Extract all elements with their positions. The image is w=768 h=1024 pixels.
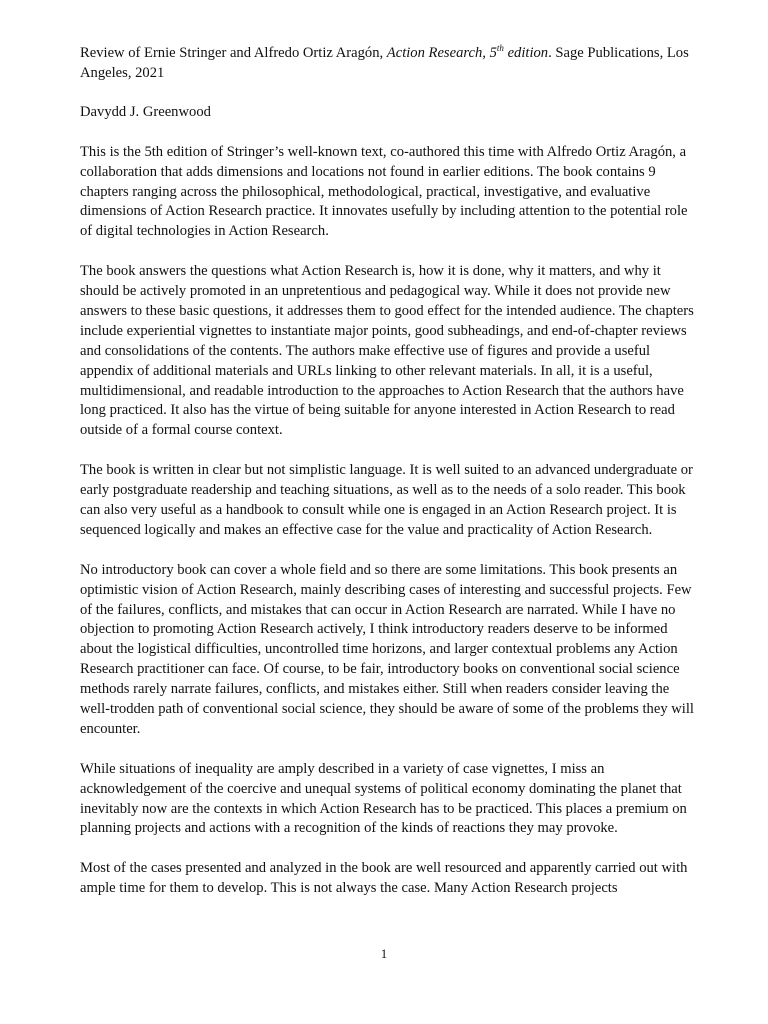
title-prefix: Review of Ernie Stringer and Alfredo Ortiz Aragón, (80, 45, 387, 61)
body-paragraph: While situations of inequality are amply described in a variety of case vignettes, I miss an acknowledgement of the coercive and unequal systems of political economy dominating the planet that inevitably now are the contexts in which Action Research has to be practiced. This places a premium on planning projects and actions with a recognition of the kinds of reactions they may provoke. (80, 760, 687, 837)
document-page (80, 44, 694, 919)
book-title: Action Research, 5th edition (386, 43, 549, 61)
body-paragraph: This is the 5th edition of Stringer’s well-known text, co-authored this time with Alfredo Ortiz Aragón, a collaboration that adds dimensions and locations not found in earlier editions. The book contains 9 chapters ranging across the philosophical, methodological, practical, investigative, and evaluative dimensions of Action Research practice. It innovates usefully by including attention to the potential role of digital technologies in Action Research. (80, 143, 688, 240)
body-paragraph: The book answers the questions what Action Research is, how it is done, why it matters, and why it should be actively promoted in an unpretentious and pedagogical way. While it does not provide new answers to these basic questions, it addresses them to good effect for the intended audience. The chapters include experiential vignettes to instantiate major points, good subheadings, and end-of-chapter reviews and consolidations of the contents. The authors make effective use of figures and provide a useful appendix of additional materials and URLs linking to other relevant materials. In all, it is a useful, multidimensional, and readable introduction to the approaches to Action Research that the authors have long practiced. It also has the virtue of being suitable for anyone interested in Action Research to read outside of a formal course context. (80, 263, 694, 439)
body-paragraph: The book is written in clear but not simplistic language. It is well suited to an advanced undergraduate or early postgraduate readership and teaching situations, as well as to the needs of a solo reader. This book can also very useful as a handbook to consult while one is engaged in an Action Research project. It is sequenced logically and makes an effective case for the value and practicality of Action Research. (80, 462, 693, 538)
review-title (80, 44, 694, 84)
title-suffix: . Sage Publications, Los Angeles, 2021 (80, 45, 689, 81)
body-paragraph: No introductory book can cover a whole field and so there are some limitations. This book presents an optimistic vision of Action Research, mainly describing cases of interesting and successful projects. Few of the failures, conflicts, and mistakes that can occur in Action Research are narrated. While I have no objection to promoting Action Research actively, I think introductory readers deserve to be informed about the logistical difficulties, uncontrolled time horizons, and larger contextual problems any Action Research practitioner can face. Of course, to be fair, introductory books on conventional social science methods rarely narrate failures, conflicts, and mistakes either. Still when readers consider leaving the well-trodden path of conventional social science, they should be aware of some of the problems they will encounter. (80, 561, 694, 737)
review-author: Davydd J. Greenwood (80, 104, 211, 121)
body-paragraph: Most of the cases presented and analyzed in the book are well resourced and apparently carried out with ample time for them to develop. This is not always the case. Many Action Research projects (80, 860, 688, 897)
page-number: 1 (380, 947, 388, 961)
edition-superscript: th (496, 43, 504, 54)
